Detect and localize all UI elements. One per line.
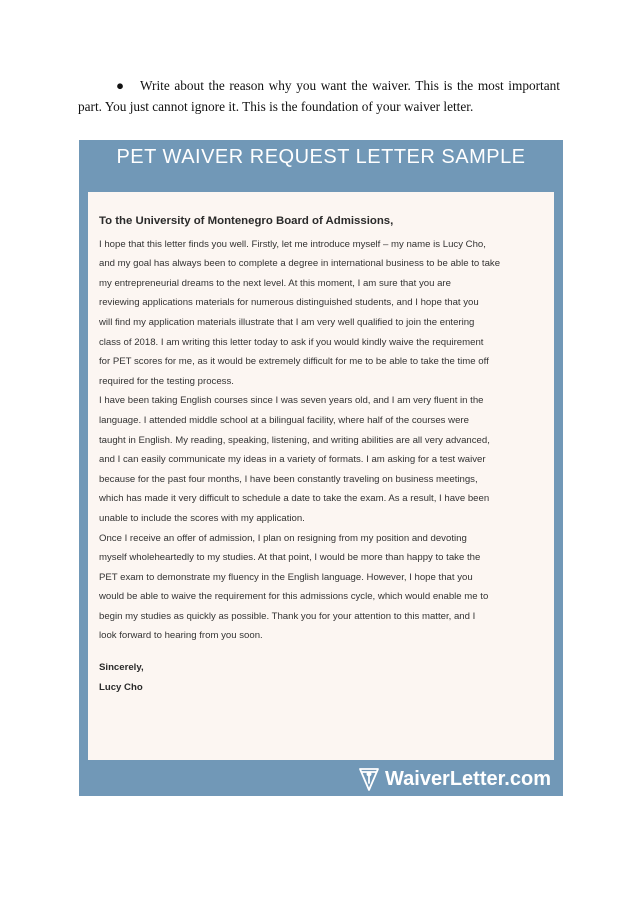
letter-line: required for the testing process. <box>99 375 234 387</box>
letter-line: and I can easily communicate my ideas in a variety of formats. I am asking for a test waiver <box>99 454 486 466</box>
letter-line: I have been taking English courses since I was seven years old, and I am very fluent in the <box>99 395 484 407</box>
letter-line: my entrepreneurial dreams to the next level. At this moment, I am sure that you are <box>99 277 451 289</box>
letter-line: Once I receive an offer of admission, I plan on resigning from my position and devoting <box>99 532 467 544</box>
letter-line: class of 2018. I am writing this letter today to ask if you would kindly waive the requirement <box>99 336 484 348</box>
letter-line: look forward to hearing from you soon. <box>99 630 263 642</box>
brand-name: WaiverLetter.com <box>385 767 551 790</box>
letter-line: and my goal has always been to complete a degree in international business to be able to take <box>99 258 501 270</box>
letter-line: PET exam to demonstrate my fluency in the English language. However, I hope that you <box>99 571 473 583</box>
letter-paper <box>88 192 554 760</box>
brand-logo <box>357 766 551 792</box>
letter-sample-card <box>79 140 563 796</box>
letter-body <box>99 212 547 697</box>
letter-closing: Sincerely, <box>99 662 144 674</box>
letter-line: would be able to waive the requirement for this admissions cycle, which would enable me to <box>99 591 489 603</box>
intro-text: Write about the reason why you want the waiver. This is the most important part. You just cannot ignore it. This is the foundation of your waiver letter. <box>78 78 560 114</box>
letter-line: which has made it very difficult to schedule a date to take the exam. As a result, I have been <box>99 493 490 505</box>
letter-line: unable to include the scores with my application. <box>99 512 305 524</box>
letter-line: language. I attended middle school at a bilingual facility, where half of the courses were <box>99 414 469 426</box>
letter-line: reviewing applications materials for numerous distinguished students, and I hope that you <box>99 297 479 309</box>
letter-line: for PET scores for me, as it would be extremely difficult for me to be able to take the time off <box>99 356 489 368</box>
letter-salutation: To the University of Montenegro Board of Admissions, <box>99 215 394 227</box>
letter-line: will find my application materials illustrate that I am very well qualified to join the entering <box>99 316 475 328</box>
letter-line: because for the past four months, I have been constantly traveling on business meetings, <box>99 473 478 485</box>
intro-paragraph <box>78 76 560 117</box>
bullet-marker: ● <box>116 78 125 93</box>
card-title: PET WAIVER REQUEST LETTER SAMPLE <box>116 146 526 168</box>
pen-nib-icon <box>357 766 381 792</box>
letter-line: begin my studies as quickly as possible. Thank you for your attention to this matter, and I <box>99 610 476 622</box>
letter-signature: Lucy Cho <box>99 681 143 693</box>
letter-line: I hope that this letter finds you well. Firstly, let me introduce myself – my name is Lucy Cho, <box>99 238 486 250</box>
letter-line: myself wholeheartedly to my studies. At that point, I would be more than happy to take the <box>99 552 481 564</box>
letter-line: taught in English. My reading, speaking, listening, and writing abilities are all very advanced, <box>99 434 490 446</box>
